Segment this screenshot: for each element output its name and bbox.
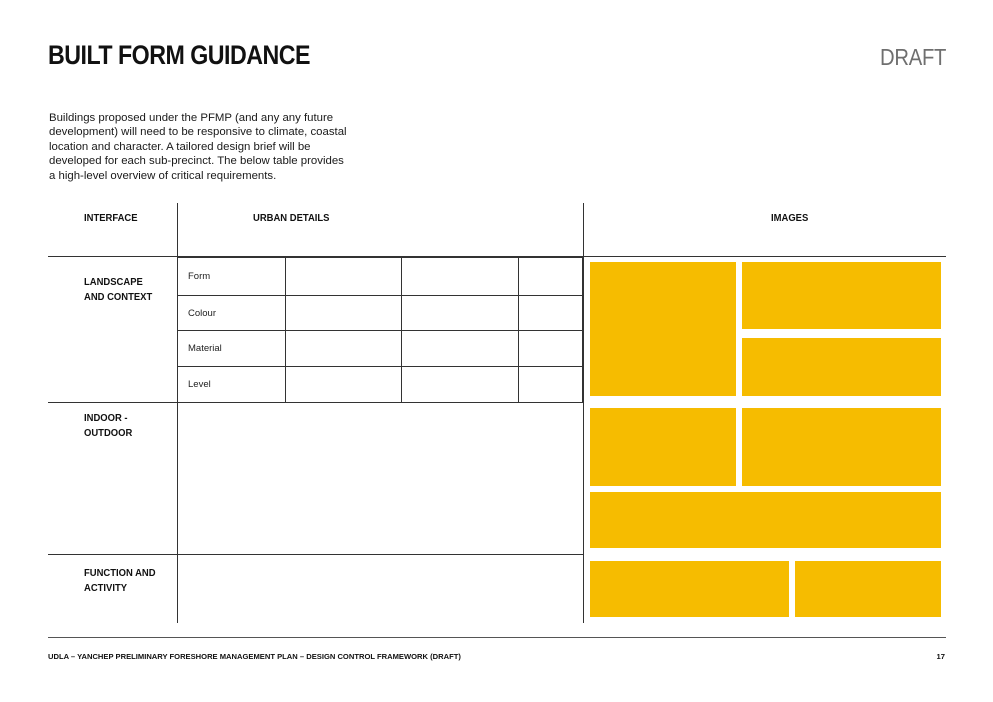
- table-cell: [519, 296, 583, 331]
- page-number: 17: [936, 652, 945, 661]
- table-cell: [285, 296, 402, 331]
- row-label-function-activity: [84, 566, 156, 596]
- image-placeholder: [742, 262, 941, 329]
- column-header-interface: INTERFACE: [84, 212, 138, 224]
- table-cell: [402, 296, 519, 331]
- image-placeholder: [742, 408, 941, 486]
- table-cell: [402, 258, 519, 296]
- table-cell: [285, 367, 402, 403]
- urban-details-table: [177, 257, 583, 403]
- urban-detail-colour: Colour: [178, 296, 286, 331]
- table-cell: [285, 258, 402, 296]
- image-placeholder: [590, 262, 736, 396]
- table-row: [178, 367, 583, 403]
- row-label-line: FUNCTION AND: [84, 567, 156, 579]
- image-placeholder: [590, 492, 941, 548]
- image-placeholder: [590, 408, 736, 486]
- page-title: BUILT FORM GUIDANCE: [48, 40, 310, 70]
- row-label-line: INDOOR -: [84, 412, 128, 424]
- row-label-line: OUTDOOR: [84, 427, 133, 439]
- urban-detail-level: Level: [178, 367, 286, 403]
- draft-label: DRAFT: [879, 44, 946, 70]
- row-label-line: LANDSCAPE: [84, 276, 143, 288]
- urban-detail-material: Material: [178, 331, 286, 367]
- row-divider-2: [48, 554, 583, 555]
- table-row: [178, 258, 583, 296]
- footer-caption: UDLA – YANCHEP PRELIMINARY FORESHORE MANAGEMENT PLAN – DESIGN CONTROL FRAMEWORK (DRAFT): [48, 652, 461, 661]
- column-divider-images: [583, 203, 584, 623]
- row-label-indoor-outdoor: [84, 411, 132, 441]
- table-cell: [519, 258, 583, 296]
- footer-divider: [48, 637, 946, 638]
- intro-paragraph: Buildings proposed under the PFMP (and any any future development) will need to be responsive to climate, coastal location and character. A tailored design brief will be developed for each sub-precinct. The below table provides a high-level overview of critical requirements.: [49, 112, 347, 182]
- table-row: [178, 296, 583, 331]
- table-cell: [402, 331, 519, 367]
- row-label-line: ACTIVITY: [84, 582, 128, 594]
- column-header-urban-details: URBAN DETAILS: [253, 212, 330, 224]
- table-cell: [519, 367, 583, 403]
- image-placeholder: [795, 561, 941, 617]
- image-placeholder: [742, 338, 941, 396]
- image-placeholder: [590, 561, 789, 617]
- table-cell: [402, 367, 519, 403]
- row-label-landscape-context: [84, 275, 152, 305]
- table-row: [178, 331, 583, 367]
- row-label-line: AND CONTEXT: [84, 291, 153, 303]
- table-cell: [519, 331, 583, 367]
- urban-detail-form: Form: [178, 258, 286, 296]
- table-cell: [285, 331, 402, 367]
- column-header-images: IMAGES: [771, 212, 809, 224]
